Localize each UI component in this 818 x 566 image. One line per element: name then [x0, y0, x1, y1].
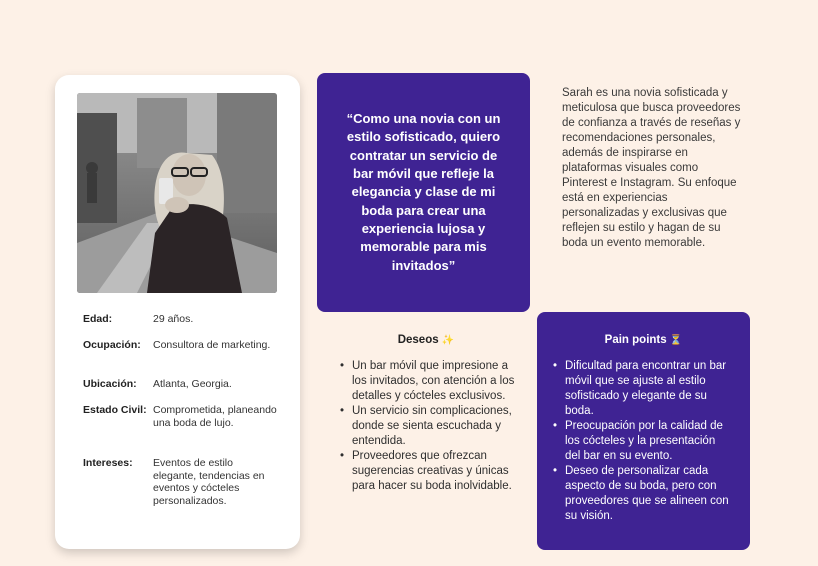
field-label: Ubicación:: [83, 378, 137, 390]
profile-photo: [77, 93, 277, 293]
persona-description: Sarah es una novia sofisticada y meticulosa que busca proveedores de confianza a través de reseñas y recomendaciones personales, además de inspirarse en plataformas visuales como Pinterest e Instagram. Su enfoque está en experiencias personalizadas y exclusivas que reflejen su estilo y hagan de su boda un evento memorable.: [562, 87, 741, 249]
field-value: Atlanta, Georgia.: [153, 378, 232, 390]
field-label: Ocupación:: [83, 339, 141, 351]
list-item: • Proveedores que ofrezcan sugerencias creativas y únicas para hacer su boda inolvidable.: [340, 449, 520, 494]
pain-points-list: [553, 359, 733, 524]
quote-box: [317, 73, 530, 312]
deseos-heading: [340, 334, 512, 346]
field-value: Comprometida, planeando una boda de lujo.: [153, 404, 277, 429]
quote-text: “Como una novia con un estilo sofisticado, quiero contratar un servicio de bar móvil que refleje la elegancia y clase de mi boda para crear una experiencia lujosa y memorable para mis invitados”: [346, 111, 501, 273]
hourglass-icon: ⏳: [669, 335, 683, 346]
pain-points-title: Pain points: [604, 334, 667, 346]
field-value: Eventos de estilo elegante, tendencias en eventos y cócteles personalizados.: [153, 457, 265, 507]
list-item: • Deseo de personalizar cada aspecto de su boda, pero con proveedores que se alineen con su visión.: [553, 464, 733, 524]
list-item: • Dificultad para encontrar un bar móvil que se ajuste al estilo sofisticado y elegante de su boda.: [553, 359, 733, 419]
list-item: • Un bar móvil que impresione a los invitados, con atención a los detalles y cócteles exclusivos.: [340, 359, 520, 404]
field-value: 29 años.: [153, 313, 194, 325]
pain-points-box: [537, 312, 750, 550]
field-value: Consultora de marketing.: [153, 339, 271, 351]
deseos-title: Deseos: [397, 334, 439, 346]
list-item: • Preocupación por la calidad de los cócteles y la presentación del bar en su evento.: [553, 419, 733, 464]
profile-card: [55, 75, 300, 549]
deseos-list: [340, 359, 520, 494]
list-item: • Un servicio sin complicaciones, donde se sienta escuchada y entendida.: [340, 404, 520, 449]
pain-points-heading: [537, 334, 750, 346]
sparkles-icon: ✨: [441, 335, 455, 346]
field-label: Estado Civil:: [83, 404, 147, 416]
field-label: Edad:: [83, 313, 113, 325]
person-photo-icon: [77, 93, 277, 293]
field-label: Intereses:: [83, 457, 133, 469]
